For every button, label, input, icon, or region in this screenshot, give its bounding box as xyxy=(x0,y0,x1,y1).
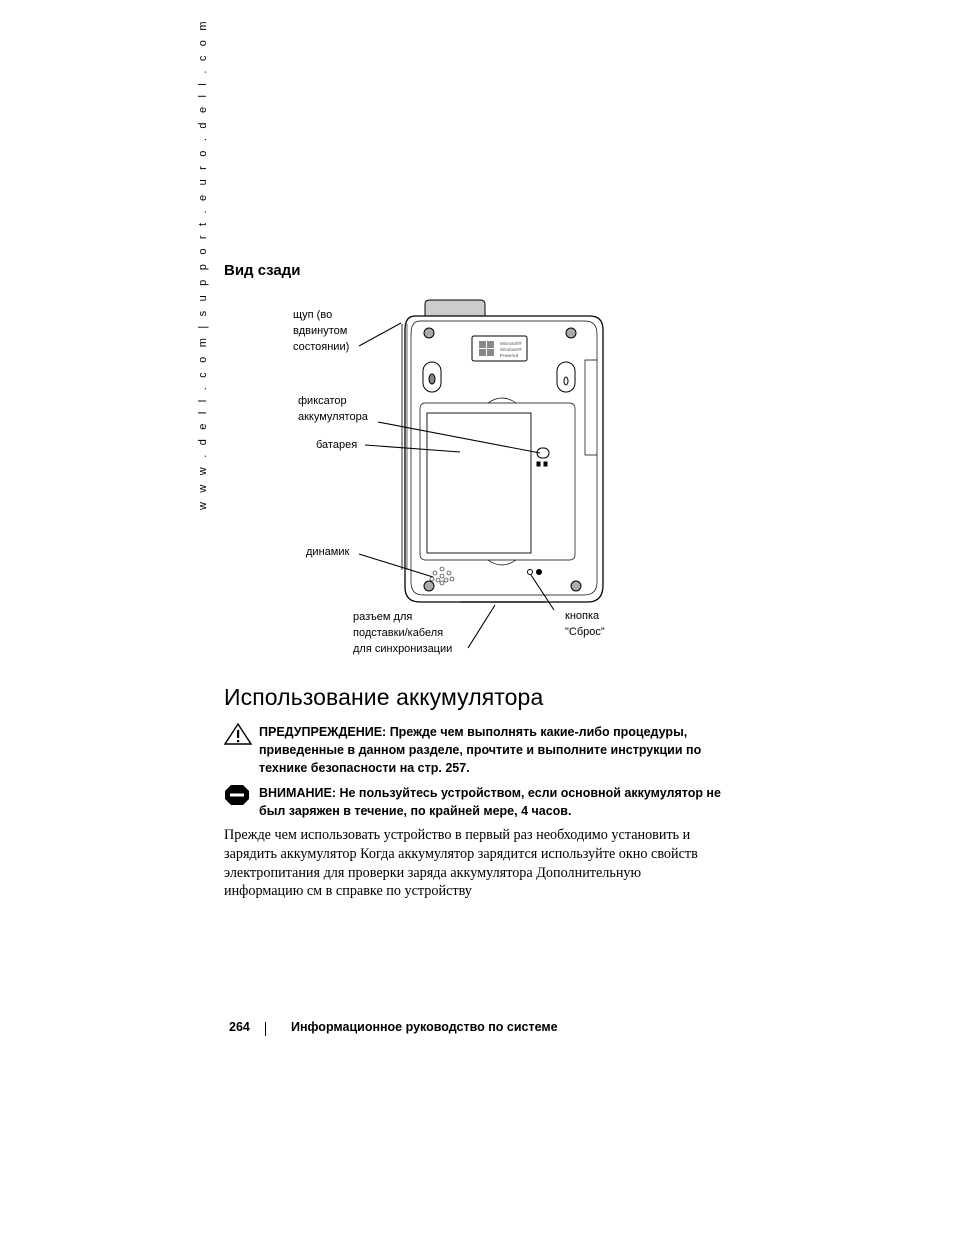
logo-text-line1: Microsoft® xyxy=(500,341,523,346)
leader-lines xyxy=(359,323,554,648)
notice-icon xyxy=(224,784,250,806)
sync-connector-label: разъем для подставки/кабеля для синхронизации xyxy=(353,611,453,655)
logo-text-line3: Powered xyxy=(500,353,519,358)
footer-separator xyxy=(265,1022,266,1036)
warning-text: Прежде чем выполнять какие-либо процедуры, приведенные в данном разделе, прочтите и выполните инструкции по технике безопасности на стр. 257. xyxy=(259,725,702,775)
footer-title: Информационное руководство по системе xyxy=(291,1020,558,1034)
warning-label: ПРЕДУПРЕЖДЕНИЕ: xyxy=(259,725,387,739)
reset-button-label: кнопка "Сброс" xyxy=(565,610,605,638)
sidebar-url: w w w . d e l l . c o m | s u p p o r t . e u r o . d e l l . c o m xyxy=(197,18,209,510)
page-number: 264 xyxy=(229,1020,250,1034)
stylus-label: щуп (во вдвинутом состоянии) xyxy=(293,309,350,353)
body-paragraph: Прежде чем использовать устройство в первый раз необходимо установить и зарядить аккумулятор Когда аккумулятор зарядится используйте окно свойств электропитания для проверки заряда аккумулятора Дополнительную информацию см в справке по устройству xyxy=(224,827,698,900)
windows-logo-icon xyxy=(479,341,494,356)
battery-latch-label: фиксатор аккумулятора xyxy=(298,395,368,423)
warning-triangle-icon xyxy=(224,723,252,745)
section-title: Вид сзади xyxy=(224,262,301,279)
battery-label: батарея xyxy=(316,439,358,451)
speaker-grille xyxy=(430,567,454,585)
notice-label: ВНИМАНИЕ: xyxy=(259,786,336,800)
warning-note xyxy=(224,723,724,779)
logo-text-line2: Windows® xyxy=(500,347,523,352)
device-rear-view-diagram xyxy=(280,290,640,670)
page-title: Использование аккумулятора xyxy=(224,684,544,710)
speaker-label: динамик xyxy=(306,546,350,558)
notice-text: Не пользуйтесь устройством, если основной аккумулятор не был заряжен в течение, по крайней мере, 4 часов. xyxy=(259,786,721,818)
notice-note xyxy=(224,784,724,822)
